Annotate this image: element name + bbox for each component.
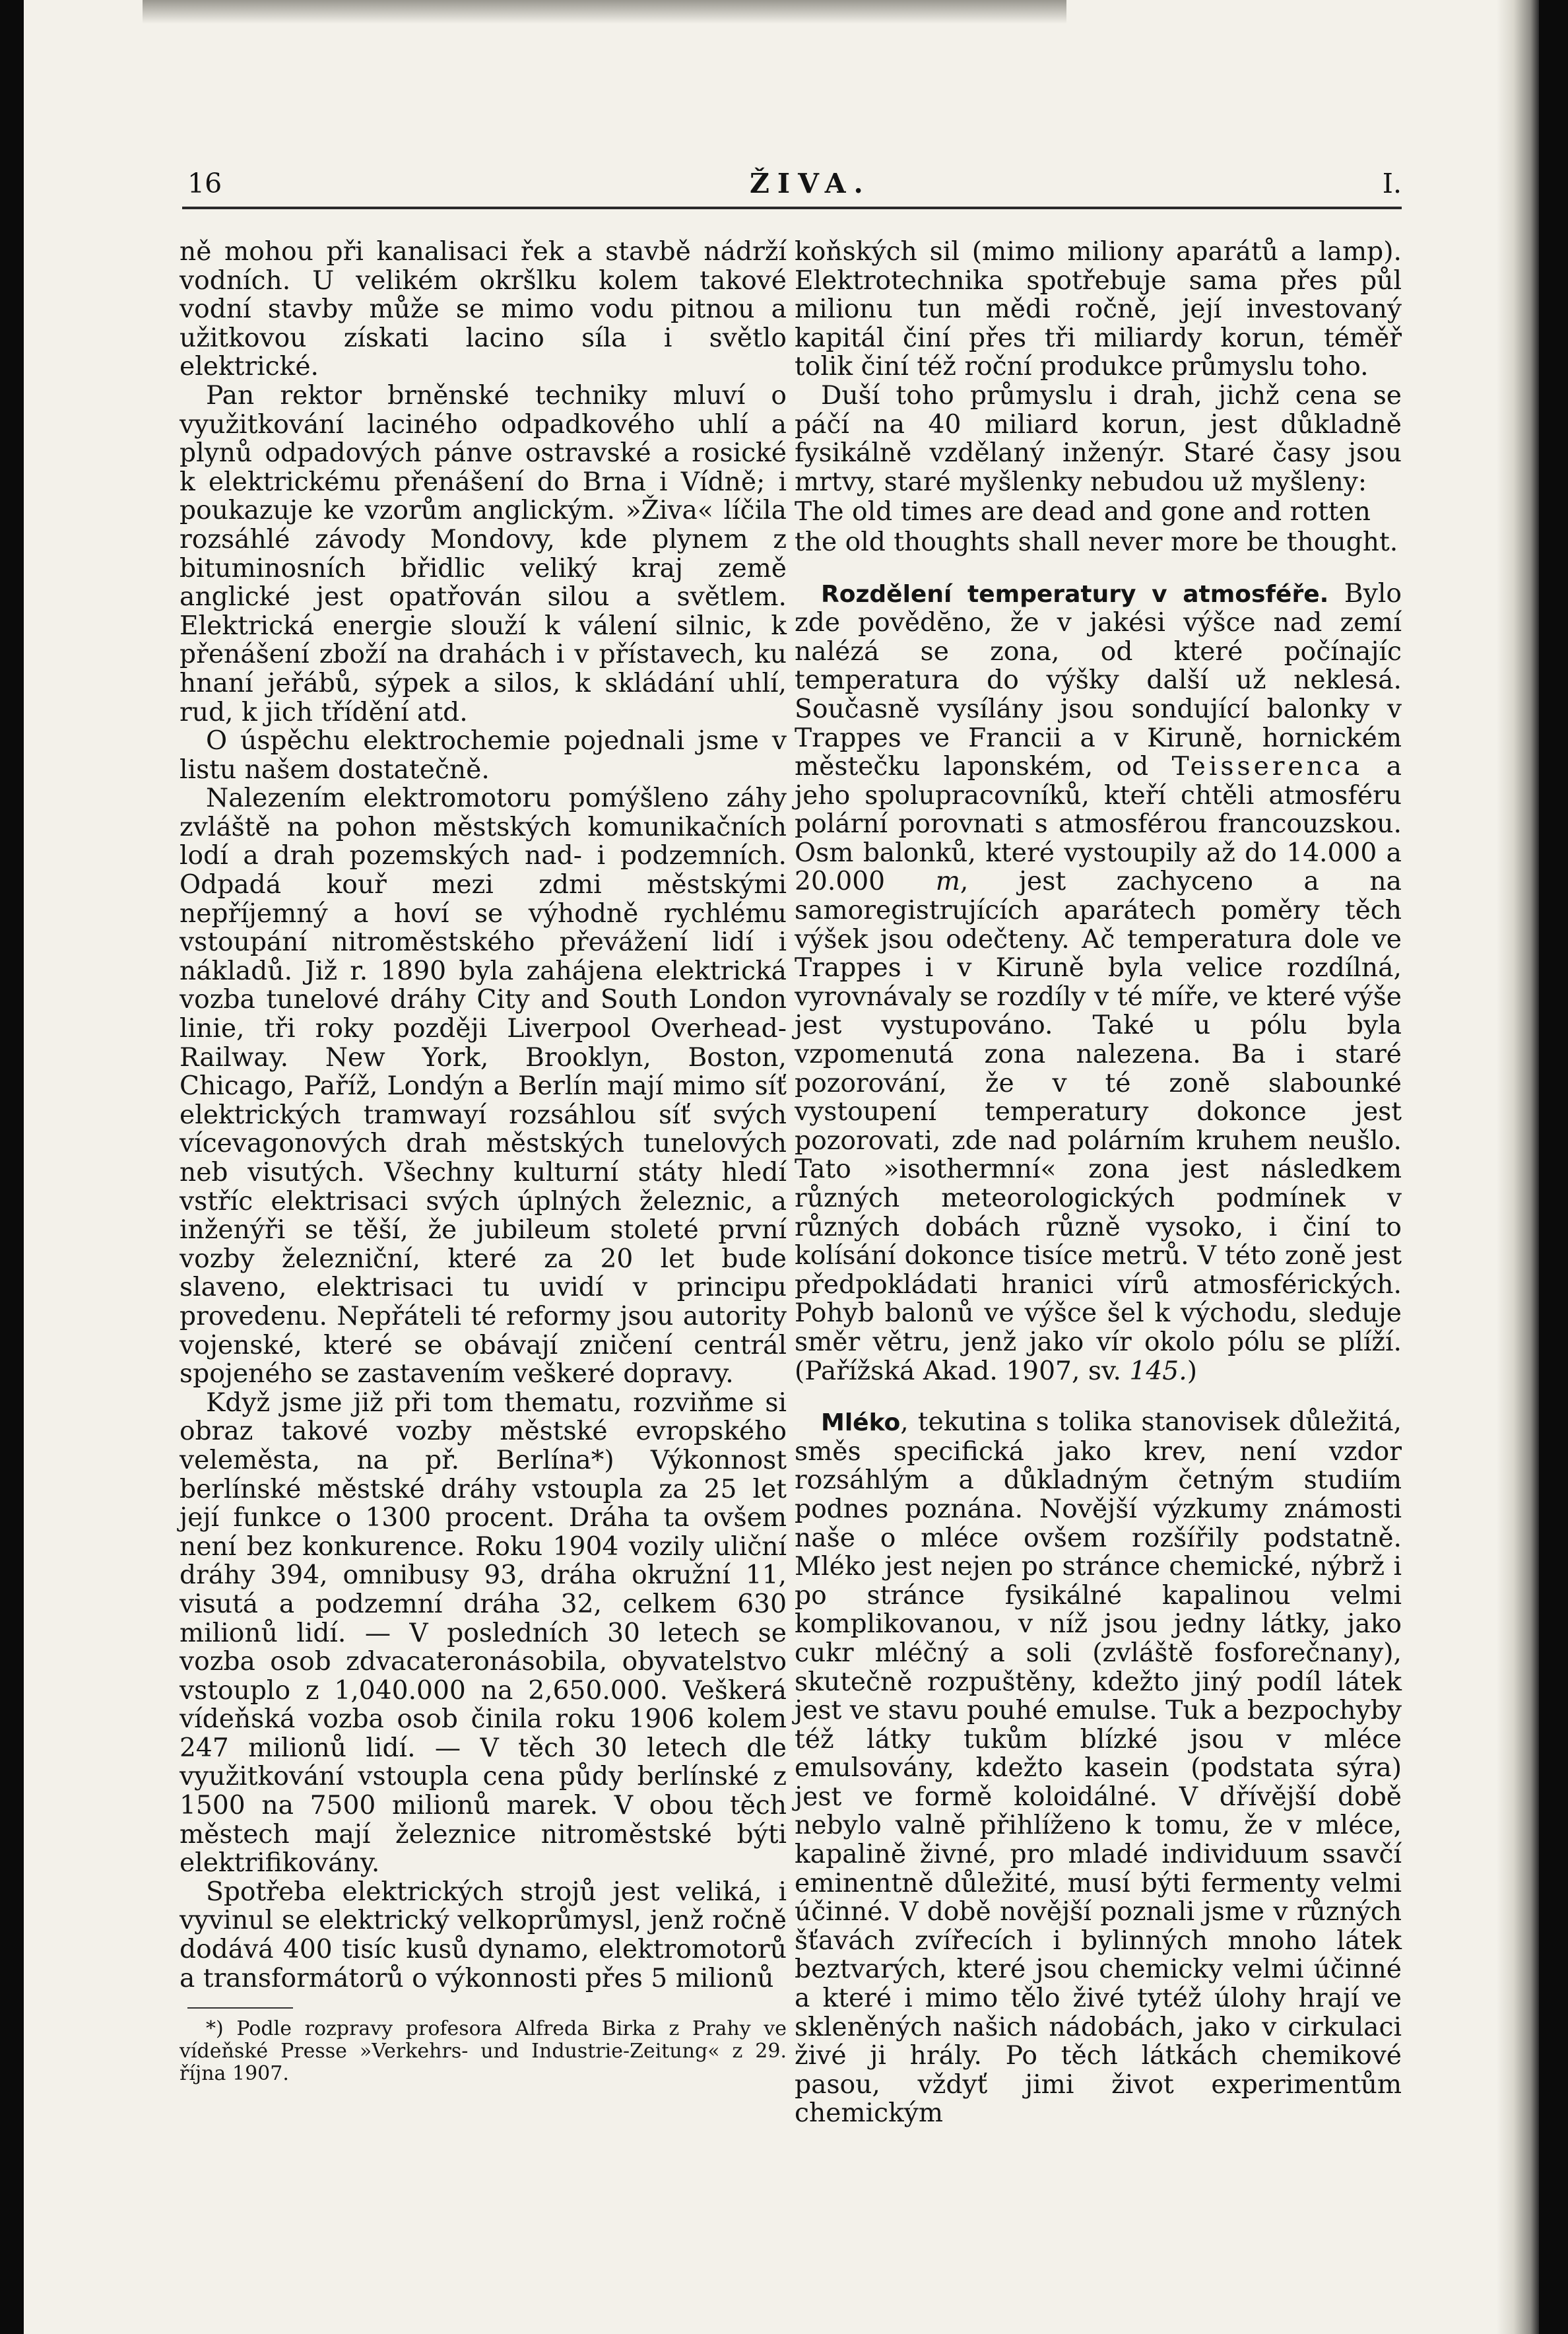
poem-line: The old times are dead and gone and rotten (795, 497, 1371, 527)
section-heading-milk: Mléko (821, 1409, 901, 1437)
volume-ref: 145. (1129, 1356, 1187, 1386)
right-paragraph: koňských sil (mimo miliony aparátů a lamp). Elektrotechnika spotřebuje sama přes půl milionu tun mědi ročně, její investovaný kapitál činí přes tři miliardy korun, téměř tolik činí též roční produkce průmyslu toho. (795, 237, 1402, 382)
journal-title: ŽIVA. (750, 168, 871, 199)
left-paragraph: ně mohou při kanalisaci řek a stavbě nádrží vodních. U velikém okršlku kolem takové vodní stavby může se mimo vodu pitnou a užitkovou získati lacino síla i světlo elektrické. (180, 237, 787, 382)
right-column (795, 238, 1402, 2128)
poem-line: the old thoughts shall never more be thought. (795, 527, 1398, 557)
section-text: , tekutina s tolika stanovisek důležitá, směs specifická jako krev, není vzdor rozsáhlým a důkladným četným studiím podnes poznána. Novější výzkumy známosti naše o mléce ovšem rozšířily podstatně. Mléko jest nejen po stránce chemické, nýbrž i po stránce fysikálné kapalinou velmi komplikovanou, v níž jsou jedny látky, jako cukr mléčný a soli (zvláště fosforečnany), skutečně rozpuštěny, kdežto jiný podíl látek jest ve stavu pouhé emulse. Tuk a bezpochyby též látky tukům blízké jsou v mléce emulsovány, kdežto kasein (podstata sýra) jest ve formě koloidálné. V dřívější době nebylo valně přihlíženo k tomu, že v mléce, kapalině živné, pro mladé individuum ssavčí eminentně důležité, musí býti fermenty velmi účinné. V době novější poznali jsme v různých šťavách zvířecích i bylinných mnoho látek beztvarých, které jsou chemicky velmi účinné a které i mimo tělo živé tytéž úlohy hrají ve skleněných našich nádobách, jako v cirkulaci živé ji hrály. Po těch látkách chemikové pasou, vždyť jimi život experimentům chemickým (795, 1407, 1402, 2129)
scanned-page (24, 0, 1539, 2334)
running-header (182, 168, 1402, 207)
section-text: Bylo zde povědĕno, že v jakési výšce nad zemí nalézá se zona, od které počínajíc temperatura do výšky další už neklesá. Současně vysílány jsou sondující balonky v Trappes ve Francii a v Kiruně, hornickém městečku laponském, od (795, 578, 1402, 782)
section-text: a jeho spolupracovníků, kteří chtěli atmosféru polární porovnati s atmosférou francouzskou. Osm balonků, které vystoupily až do 14.000 a 20.000 (795, 752, 1402, 897)
right-paragraph: Duší toho průmyslu i drah, jichž cena se páčí na 40 miliard korun, jest důkladně fysikálně vzdělaný inženýr. Staré časy jsou mrtvy, staré myšlenky nebudou už myšleny: (795, 380, 1402, 497)
scan-smudge (143, 0, 1066, 24)
left-paragraph: Nalezením elektromotoru pomýšleno záhy zvláště na pohon městských komunikačních lodí a drah pozemských nad- i podzemních. Odpadá kouř mezi zdmi městskými nepříjemný a hoví se výhodně rychlému vstoupání nitroměstského převážení lidí i nákladů. Již r. 1890 byla zahájena elektrická vozba tunelové dráhy City and South London linie, tři roky později Liverpool Overhead-Railway. New York, Brooklyn, Boston, Chicago, Paříž, Londýn a Berlín mají mimo síť elektrických tramwayí rozsáhlou síť svých vícevagonových drah městských tunelových neb visutých. Všechny kulturní státy hledí vstříc elektrisaci svých úplných železnic, a inženýři se těší, že jubileum stoleté první vozby železniční, které za 20 let bude slaveno, elektrisaci tu uvidí v principu provedenu. Nepřáteli té reformy jsou autority vojenské, které se obávají zničení centrál spojeného se zastavením veškeré dopravy. (180, 784, 787, 1389)
section-heading-temperature: Rozdělení temperatury v atmosféře. (821, 580, 1329, 608)
left-paragraph: Když jsme již při tom thematu, rozviňme si obraz takové vozby městské evropského veleměsta, na př. Berlína*) Výkonnost berlínské městské dráhy vstoupla za 25 let její funkce o 1300 procent. Dráha ta ovšem není bez konkurence. Roku 1904 vozily uliční dráhy 394, omnibusy 93, dráha okružní 11, visutá a podzemní dráha 32, celkem 630 milionů lidí. — V posledních 30 letech se vozba osob zdvacateronásobila, obyvatelstvo vstouplo z 1,040.000 na 2,650.000. Veškerá vídeňská vozba osob činila roku 1906 kolem 247 milionů lidí. — V těch 30 letech dle využitkování vstoupla cena půdy berlínské z 1500 na 7500 milionů marek. V obou těch městech mají železnice nitroměstské býti elektrifikovány. (180, 1387, 787, 1879)
left-paragraph: Spotřeba elektrických strojů jest veliká, i vyvinul se elektrický velkoprůmysl, jenž ročně dodává 400 tisíc kusů dynamo, elektromotorů a transformátorů o výkonnosti přes 5 milionů (180, 1877, 787, 1993)
page-edge-shadow (1497, 0, 1539, 2334)
header-rule (182, 207, 1402, 209)
section-milk (795, 1408, 1402, 2128)
page-number: 16 (187, 168, 222, 199)
left-paragraph: Pan rektor brněnské techniky mluví o využitkování laciného odpadkového uhlí a plynů odpadových pánve ostravské a rosické k elektrickému přenášení do Brna i Vídně; i poukazuje ke vzorům anglickým. »Živa« líčila rozsáhlé závody Mondovy, kde plynem z bituminosních břidlic veliký kraj země anglické jest opatřován silou a světlem. Elektrická energie slouží k válení silnic, k přenášení zboží na drahách i v přístavech, ku hnaní jeřábů, sýpek a silos, k skládání uhlí, rud, k jich třídění atd. (180, 380, 787, 727)
footnote-rule (187, 2007, 293, 2009)
author-name: Teisserenca (1171, 752, 1363, 782)
section-temperature (795, 580, 1402, 1386)
left-paragraph: O úspěchu elektrochemie pojednali jsme v listu našem dostatečně. (180, 726, 787, 785)
closing-paren: ) (1187, 1356, 1197, 1386)
section-text: , jest zachyceno a na samoregistrujících aparátech poměry těch výšek jsou odečteny. Ač temperatura dole ve Trappes i v Kiruně byla velice rozdílná, vyrovnávaly se rozdíly v té míře, ve které výše jest vystupováno. Také u pólu byla vzpomenutá zona nalezena. Ba i staré pozorování, že v té zoně slabounké vystoupení temperatury dokonce jest pozorovati, zde nad polárním kruhem neušlo. Tato »isothermní« zona jest následkem různých meteorologických podmínek v různých dobách různě vysoko, i činí to kolísání dokonce tisíce metrů. V této zoně jest předpokládati hranici vírů atmosférických. Pohyb balonů ve výšce šel k východu, sleduje směr větru, jenž jako vír okolo pólu se plíží. (Pařížská Akad. 1907, sv. (795, 867, 1402, 1386)
unit-label: m (935, 867, 960, 897)
footnote: *) Podle rozpravy profesora Alfreda Birka z Prahy ve vídeňské Presse »Verkehrs- und Industrie-Zeitung« z 29. října 1907. (180, 2017, 787, 2086)
left-column (180, 238, 787, 2085)
volume-number: I. (1382, 168, 1402, 199)
